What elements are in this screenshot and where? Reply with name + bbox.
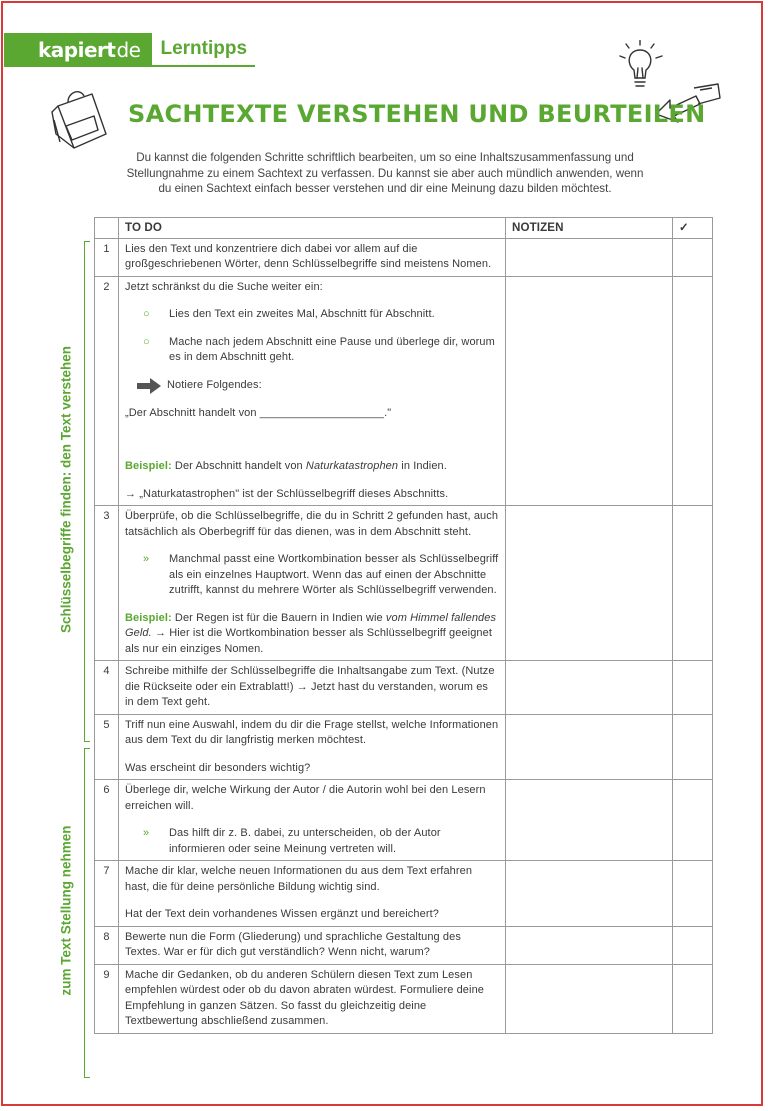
example-label: Beispiel: — [125, 611, 172, 624]
step-4-text: Schreibe mithilfe der Schlüsselbegriffe die Inhaltsangabe zum Text. (Nutze die Rückseite oder ein Extrablatt!) → Jetzt hast du verstanden, worum es in dem Text geht. — [119, 661, 506, 715]
chevron-bullet-icon: » — [143, 827, 150, 839]
checkbox-cell[interactable] — [673, 661, 713, 715]
table-row — [95, 861, 713, 927]
table-row — [95, 780, 713, 861]
step-2-example: Beispiel: Der Abschnitt handelt von Naturkatastrophen in Indien. — [125, 460, 447, 472]
step-2-bullet-2: ○ Mache nach jedem Abschnitt eine Pause und überlege dir, worum es in dem Abschnitt geht. — [143, 335, 499, 366]
table-row — [95, 964, 713, 1033]
step-2-conclusion: → „Naturkatastrophen" ist der Schlüsselbegriff dieses Abschnitts. — [125, 487, 449, 500]
step-6-text: Überlege dir, welche Wirkung der Autor / die Autorin wohl bei den Lesern erreichen will. — [125, 784, 486, 812]
header-notes: NOTIZEN — [506, 218, 673, 239]
step-5-text: Triff nun eine Auswahl, indem du dir die Frage stellst, welche Informationen aus dem Text du dir langfristig merken möchtest. — [125, 718, 499, 746]
step-7-text: Mache dir klar, welche neuen Informationen du aus dem Text erfahren hast, die für deine persönliche Bildung wichtig sind. — [125, 865, 473, 893]
notes-cell[interactable] — [506, 276, 673, 506]
table-row — [95, 276, 713, 506]
checkbox-cell[interactable] — [673, 714, 713, 780]
step-7-question: Hat der Text dein vorhandenes Wissen ergänzt und bereichert? — [125, 908, 439, 920]
kapiert-logo[interactable] — [4, 33, 152, 67]
notes-cell[interactable] — [506, 661, 673, 715]
circle-bullet-icon: ○ — [143, 335, 150, 348]
step-2-template: „Der Abschnitt handelt von ____________________." — [125, 406, 392, 419]
table-row — [95, 714, 713, 780]
notes-cell[interactable] — [506, 714, 673, 780]
step-5-question: Was erscheint dir besonders wichtig? — [125, 761, 311, 774]
notes-cell[interactable] — [506, 861, 673, 927]
step-3-example: Beispiel: Der Regen ist für die Bauern in Indien wie vom Himmel fallendes Geld. → Hier ist die Wortkombination besser als Schlüsselbegriff geeignet als nur ein einziges Nomen. — [125, 611, 497, 655]
table-row — [95, 238, 713, 276]
table-row — [95, 661, 713, 715]
step-number: 5 — [95, 714, 119, 780]
lower-bracket — [84, 748, 90, 1078]
checkbox-cell[interactable] — [673, 276, 713, 506]
checkbox-cell[interactable] — [673, 506, 713, 661]
intro-line-1: Du kannst die folgenden Schritte schriftlich bearbeiten, um so eine Inhaltszusammenfassung und — [136, 151, 634, 164]
step-2-note: Notiere Folgendes: — [137, 378, 499, 394]
table-header-row — [95, 218, 713, 239]
header-todo: TO DO — [119, 218, 506, 239]
backpack-icon — [44, 86, 116, 158]
step-6-content — [119, 780, 506, 861]
step-number: 8 — [95, 926, 119, 964]
step-8-text: Bewerte nun die Form (Gliederung) und sprachliche Gestaltung des Textes. War er für dich gut verständlich? Wenn nicht, warum? — [119, 926, 506, 964]
step-2-content — [119, 276, 506, 506]
step-3-bullet: » Manchmal passt eine Wortkombination besser als Schlüsselbegriff als ein einzelnes Hauptwort. Wenn das auf einen der Abschnitte zutrifft, kannst du mehrere Wörter als Schlüsselbegriff verwenden. — [143, 552, 499, 599]
step-number: 6 — [95, 780, 119, 861]
circle-bullet-icon: ○ — [143, 308, 150, 320]
side-label-lower: zum Text Stellung nehmen — [58, 825, 74, 996]
checkbox-cell[interactable] — [673, 926, 713, 964]
step-1-text: Lies den Text und konzentriere dich dabei vor allem auf die großgeschriebenen Wörter, denn Schlüsselbegriffe sind meistens Nomen. — [119, 238, 506, 276]
intro-text — [100, 150, 670, 197]
page-title: SACHTEXTE VERSTEHEN UND BEURTEILEN — [128, 100, 706, 128]
checkbox-cell[interactable] — [673, 861, 713, 927]
checkbox-cell[interactable] — [673, 964, 713, 1033]
header-num-cell — [95, 218, 119, 239]
notes-cell[interactable] — [506, 926, 673, 964]
table-row — [95, 926, 713, 964]
logo-bar — [4, 33, 255, 67]
step-7-content — [119, 861, 506, 927]
notes-cell[interactable] — [506, 964, 673, 1033]
step-number: 1 — [95, 238, 119, 276]
logo-de-text: de — [116, 38, 141, 62]
intro-line-3: du einen Sachtext einfach besser verstehen und dir eine Meinung dazu bilden möchtest. — [158, 182, 612, 195]
side-label-upper: Schlüsselbegriffe finden: den Text verstehen — [58, 345, 74, 634]
header-check: ✓ — [673, 218, 713, 239]
checkbox-cell[interactable] — [673, 238, 713, 276]
step-3-text: Überprüfe, ob die Schlüsselbegriffe, die du in Schritt 2 gefunden hast, auch tatsächlich als Oberbegriff für das dienen, was in dem Abschnitt steht. — [125, 510, 499, 538]
step-5-content — [119, 714, 506, 780]
step-9-text: Mache dir Gedanken, ob du anderen Schülern diesen Text zum Lesen empfehlen würdest oder ob du davon abraten würdest. Formuliere deine Empfehlung in ganzen Sätzen. So fasst du gleichzeitig deine Textbewertung abschließend zusammen. — [119, 964, 506, 1033]
step-number: 3 — [95, 506, 119, 661]
notes-cell[interactable] — [506, 238, 673, 276]
step-number: 7 — [95, 861, 119, 927]
step-number: 2 — [95, 276, 119, 506]
upper-bracket — [84, 241, 90, 742]
step-number: 9 — [95, 964, 119, 1033]
todo-table — [94, 217, 713, 1034]
notes-cell[interactable] — [506, 506, 673, 661]
table-row — [95, 506, 713, 661]
step-3-content — [119, 506, 506, 661]
step-number: 4 — [95, 661, 119, 715]
intro-line-2: Stellungnahme zu einem Sachtext zu verfassen. Du kannst sie aber auch mündlich anwenden, wenn — [126, 166, 644, 180]
step-2-bullet-1: ○ Lies den Text ein zweites Mal, Abschnitt für Abschnitt. — [143, 307, 499, 323]
step-2-text: Jetzt schränkst du die Suche weiter ein: — [125, 280, 323, 293]
right-arrow-icon — [137, 378, 161, 394]
example-label: Beispiel: — [125, 460, 172, 472]
logo-main-text: kapiert — [38, 38, 116, 62]
checkbox-cell[interactable] — [673, 780, 713, 861]
notes-cell[interactable] — [506, 780, 673, 861]
section-label: Lerntipps — [152, 33, 255, 67]
chevron-bullet-icon: » — [143, 553, 150, 565]
step-6-bullet: » Das hilft dir z. B. dabei, zu unterscheiden, ob der Autor informieren oder seine Meinung vertreten will. — [143, 826, 499, 857]
